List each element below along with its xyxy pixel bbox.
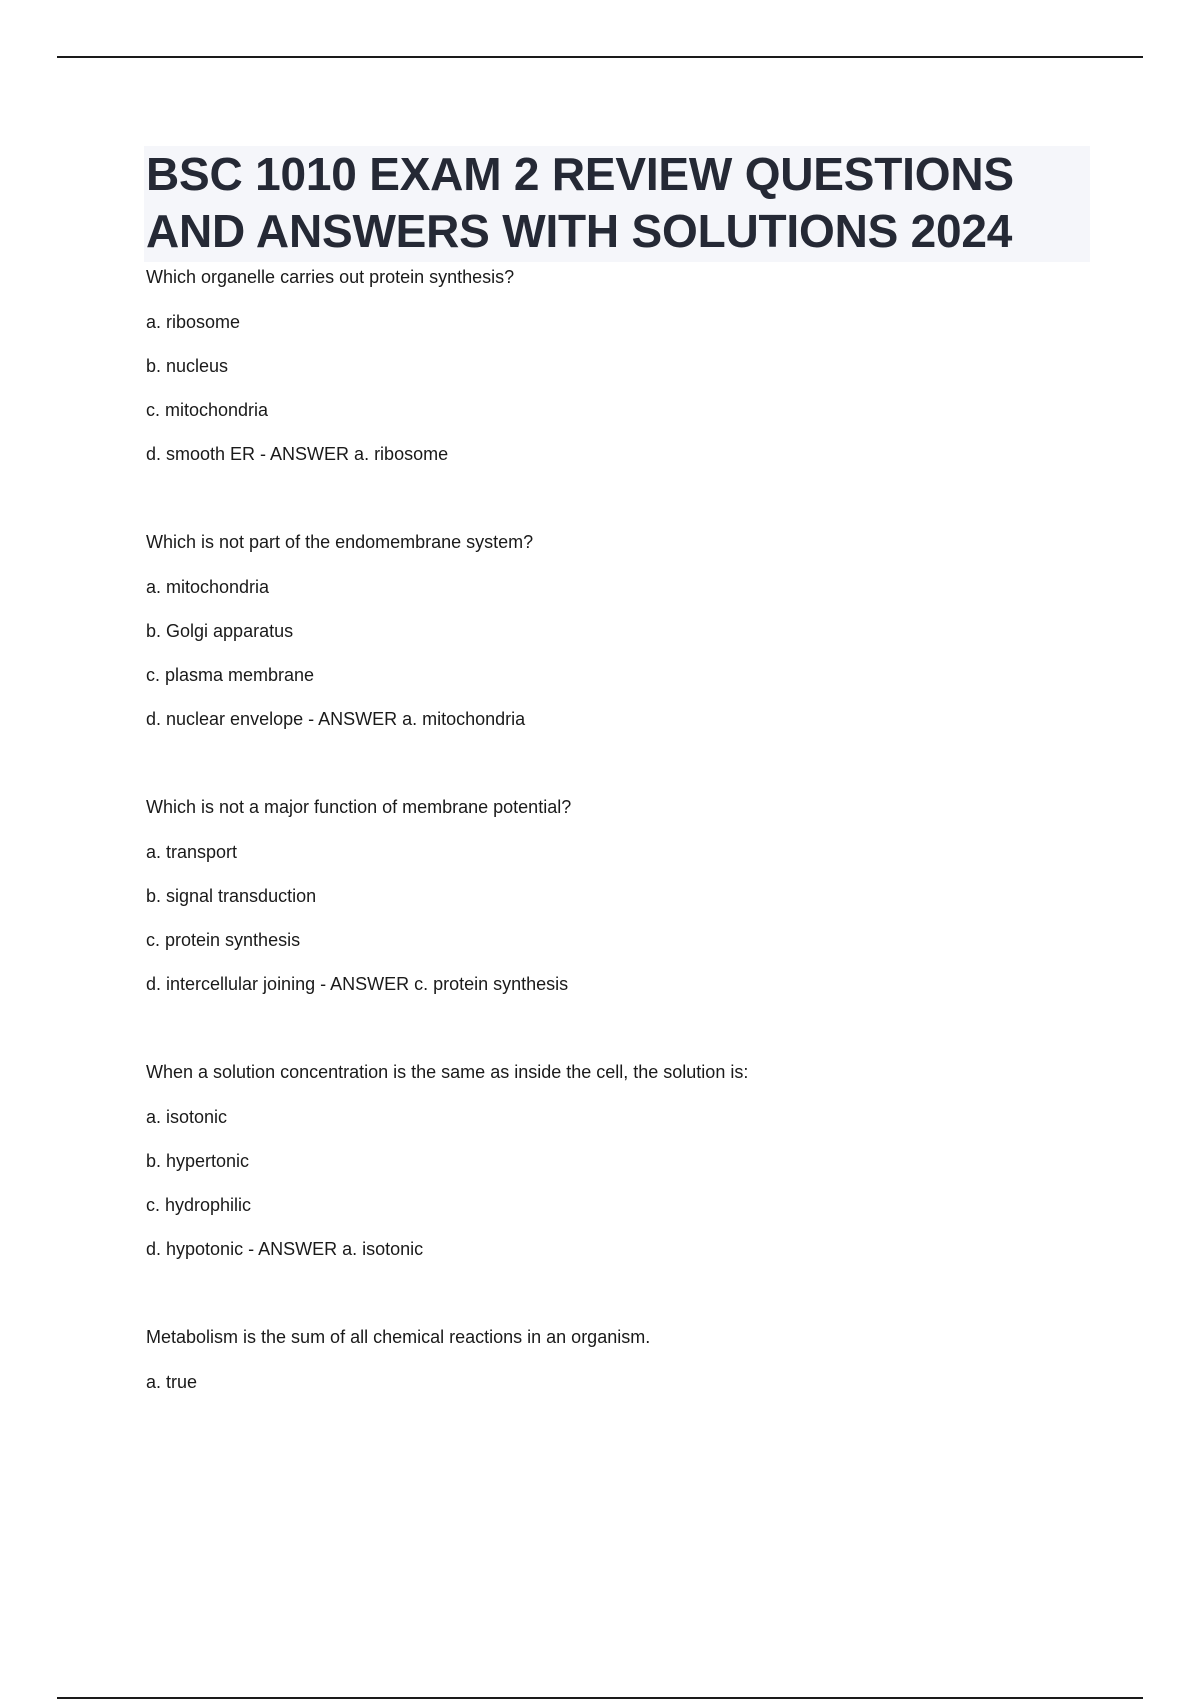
title-block — [144, 146, 1090, 262]
option-c: c. plasma membrane — [146, 665, 315, 685]
option-a: a. mitochondria — [146, 577, 270, 597]
option-b: b. hypertonic — [146, 1151, 250, 1171]
question-text: Metabolism is the sum of all chemical reactions in an organism. — [146, 1327, 651, 1347]
document-body — [146, 146, 1126, 1393]
option-d-answer: d. smooth ER - ANSWER a. ribosome — [146, 444, 449, 464]
question-text: Which is not part of the endomembrane system? — [146, 532, 534, 552]
top-rule — [57, 56, 1143, 58]
option-d-answer: d. intercellular joining - ANSWER c. protein synthesis — [146, 974, 569, 994]
option-a: a. true — [146, 1372, 198, 1392]
option-a: a. ribosome — [146, 312, 241, 332]
question-block-1 — [146, 266, 1126, 465]
question-block-5 — [146, 1326, 1126, 1393]
question-block-2 — [146, 531, 1126, 730]
option-b: b. signal transduction — [146, 886, 317, 906]
bottom-rule — [57, 1697, 1143, 1699]
option-a: a. isotonic — [146, 1107, 228, 1127]
option-c: c. protein synthesis — [146, 930, 301, 950]
question-text: Which is not a major function of membrane potential? — [146, 797, 572, 817]
document-title: BSC 1010 EXAM 2 REVIEW QUESTIONS AND ANSWERS WITH SOLUTIONS 2024 — [146, 148, 1014, 257]
question-text: When a solution concentration is the same as inside the cell, the solution is: — [146, 1062, 749, 1082]
option-c: c. hydrophilic — [146, 1195, 252, 1215]
option-b: b. nucleus — [146, 356, 229, 376]
option-a: a. transport — [146, 842, 238, 862]
option-c: c. mitochondria — [146, 400, 269, 420]
question-block-3 — [146, 796, 1126, 995]
question-block-4 — [146, 1061, 1126, 1260]
option-b: b. Golgi apparatus — [146, 621, 294, 641]
option-d-answer: d. hypotonic - ANSWER a. isotonic — [146, 1239, 424, 1259]
question-text: Which organelle carries out protein synthesis? — [146, 267, 515, 287]
option-d-answer: d. nuclear envelope - ANSWER a. mitochondria — [146, 709, 526, 729]
